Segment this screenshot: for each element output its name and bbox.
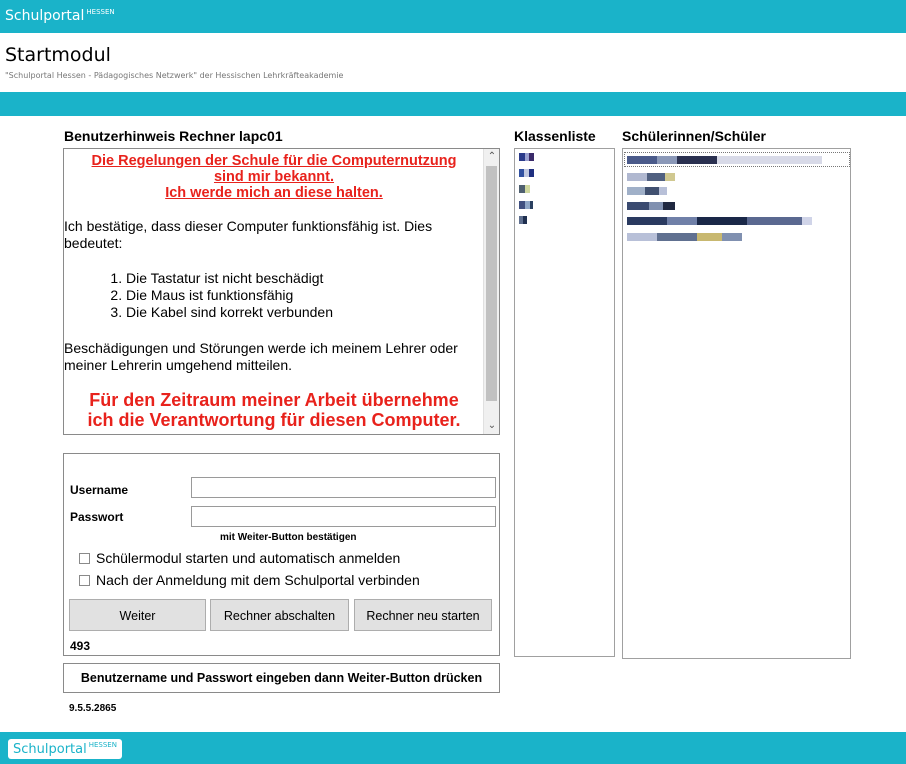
rules-line-1: Die Regelungen der Schule für die Computernutzung [91, 153, 457, 169]
footer-logo-sup: HESSEN [88, 741, 117, 749]
list-item[interactable] [627, 173, 675, 181]
class-list[interactable] [514, 148, 615, 657]
page-title: Startmodul [5, 44, 111, 66]
list-item[interactable] [519, 216, 527, 224]
footer-logo[interactable] [8, 739, 122, 759]
user-notice-panel[interactable] [63, 148, 500, 435]
checkbox-icon[interactable] [79, 553, 90, 564]
checklist-item: 1. Die Tastatur ist nicht beschädigt [126, 270, 484, 287]
responsibility-line-2: ich die Verantwortung für diesen Computer. [87, 410, 461, 430]
list-item[interactable] [627, 233, 742, 241]
login-panel [63, 453, 500, 656]
version-label: 9.5.5.2865 [69, 703, 117, 714]
footer-logo-text: Schulportal [13, 742, 87, 757]
list-item[interactable] [627, 202, 675, 210]
list-item[interactable] [519, 185, 530, 193]
next-button[interactable]: Weiter [69, 599, 206, 631]
checkbox-icon[interactable] [79, 575, 90, 586]
student-list-header: Schülerinnen/Schüler [622, 128, 766, 144]
checkbox-portal-connect[interactable] [79, 572, 420, 588]
list-item [627, 156, 822, 164]
checkbox-portal-connect-label: Nach der Anmeldung mit dem Schulportal verbinden [96, 572, 420, 588]
bottom-bar [0, 732, 906, 764]
list-item[interactable] [519, 153, 534, 161]
header-band [0, 92, 906, 116]
scroll-up-icon[interactable]: ⌃ [487, 151, 497, 162]
confirm-hint: mit Weiter-Button bestätigen [220, 532, 357, 543]
checklist-item: 3. Die Kabel sind korrekt verbunden [126, 304, 484, 321]
counter-value: 493 [70, 639, 91, 653]
checklist [64, 270, 484, 321]
notice-content [64, 149, 484, 430]
brand-logo: Schulportal [5, 8, 85, 24]
scroll-thumb[interactable] [486, 166, 497, 401]
checkbox-student-module[interactable] [79, 550, 400, 566]
notice-scrollbar[interactable] [483, 149, 499, 434]
list-item[interactable] [519, 169, 534, 177]
list-item[interactable] [519, 201, 533, 209]
confirm-text: Ich bestätige, dass dieser Computer funktionsfähig ist. Dies bedeutet: [64, 218, 433, 251]
checklist-item: 2. Die Maus ist funktionsfähig [126, 287, 484, 304]
rules-line-3: Ich werde mich an diese halten. [165, 185, 383, 201]
top-bar [0, 0, 906, 33]
checkbox-student-module-label: Schülermodul starten und automatisch anmelden [96, 550, 401, 566]
list-item[interactable] [627, 217, 812, 225]
student-list[interactable] [622, 148, 851, 659]
username-label: Username [70, 483, 129, 497]
report-text: Beschädigungen und Störungen werde ich meinem Lehrer oder meiner Lehrerin umgehend mitteilen. [64, 340, 458, 373]
notice-header: Benutzerhinweis Rechner lapc01 [64, 128, 283, 144]
list-item[interactable] [627, 187, 667, 195]
password-label: Passwort [70, 510, 124, 524]
password-input[interactable] [191, 506, 496, 527]
page-subtitle: "Schulportal Hessen - Pädagogisches Netzwerk" der Hessischen Lehrkräfteakademie [5, 71, 344, 80]
scroll-down-icon[interactable]: ⌄ [487, 420, 497, 431]
responsibility-line-1: Für den Zeitraum meiner Arbeit übernehme [89, 390, 459, 410]
status-message: Benutzername und Passwort eingeben dann Weiter-Button drücken [63, 663, 500, 693]
username-input[interactable] [191, 477, 496, 498]
class-list-header: Klassenliste [514, 128, 596, 144]
list-item-focus[interactable] [624, 152, 850, 167]
shutdown-button[interactable]: Rechner abschalten [210, 599, 349, 631]
rules-line-2: sind mir bekannt. [213, 169, 335, 185]
restart-button[interactable]: Rechner neu starten [354, 599, 492, 631]
brand-logo-sup: HESSEN [86, 8, 115, 16]
